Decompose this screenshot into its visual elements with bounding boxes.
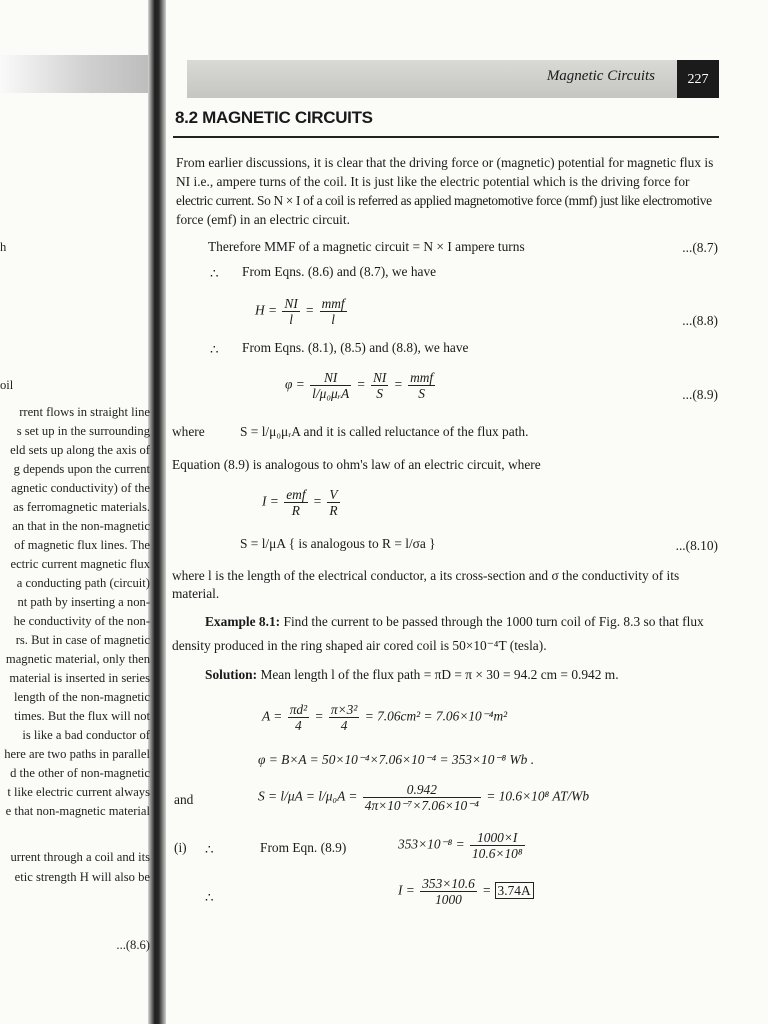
- left-fragment: a conducting path (circuit): [16, 576, 150, 590]
- page-number: 227: [677, 60, 719, 98]
- denominator: l: [289, 312, 293, 327]
- left-fragment: urrent through a coil and its: [10, 850, 150, 864]
- equation-number: ...(8.10): [675, 538, 718, 553]
- left-fragment: of magnetic flux lines. The: [14, 538, 150, 552]
- fraction: [470, 830, 525, 861]
- eq-lhs: 353×10⁻⁸ =: [398, 836, 465, 852]
- left-fragment: is like a bad conductor of: [22, 728, 150, 742]
- therefore-symbol: ∴: [205, 842, 214, 857]
- fraction: [282, 296, 299, 327]
- denominator: l: [331, 312, 335, 327]
- section-title: 8.2 MAGNETIC CIRCUITS: [175, 108, 373, 127]
- reluctance-equation: [258, 782, 589, 813]
- denominator: 10.6×10⁸: [471, 846, 523, 861]
- fraction: [408, 370, 435, 401]
- equation-number: ...(8.7): [682, 240, 718, 255]
- paragraph-line: electric current. So N × I of a coil is referred as applied magnetomotive force (mmf) just like electromotive: [176, 193, 712, 208]
- final-answer: 3.74A: [495, 882, 534, 899]
- paragraph-line: From earlier discussions, it is clear that the driving force or (magnetic) potential for magnetic flux is: [176, 155, 714, 170]
- numerator: mmf: [321, 296, 345, 311]
- mmf-definition: Therefore MMF of a magnetic circuit = N × I ampere turns: [208, 239, 525, 254]
- derivation-text: From Eqns. (8.6) and (8.7), we have: [242, 264, 437, 279]
- numerator: NI: [310, 370, 351, 386]
- solution-line: Mean length l of the flux path = πD = π × 30 = 94.2 cm = 0.942 m.: [260, 667, 619, 682]
- numerator: mmf: [410, 370, 434, 385]
- fraction: [371, 370, 388, 401]
- solution-text: [205, 667, 619, 683]
- paragraph-line: where l is the length of the electrical conductor, a its cross-section and σ the conductivity of its: [172, 568, 680, 583]
- equals: =: [482, 882, 492, 898]
- left-fragment: here are two paths in parallel: [4, 747, 150, 761]
- equation-number: ...(8.9): [682, 387, 718, 402]
- left-fragment: etic strength H will also be: [14, 870, 150, 884]
- left-fragment: rs. But in case of magnetic: [15, 633, 150, 647]
- left-fragment: magnetic material, only then: [5, 652, 150, 666]
- example-label: Example 8.1:: [205, 614, 281, 629]
- denominator: S: [376, 386, 383, 401]
- left-fragment: oil: [0, 378, 14, 392]
- from-eqn-text: From Eqn. (8.9): [260, 840, 347, 855]
- therefore-symbol: ∴: [210, 342, 219, 357]
- left-fragment: h: [0, 240, 7, 254]
- left-fragment: e that non-magnetic material: [5, 804, 150, 818]
- denominator: l/μ₀μᵣA: [312, 386, 350, 401]
- solution-label: Solution:: [205, 667, 258, 682]
- flux-equation: φ = B×A = 50×10⁻⁴×7.06×10⁻⁴ = 353×10⁻⁸ Wb .: [258, 752, 535, 767]
- left-fragment: he conductivity of the non-: [13, 614, 150, 628]
- denominator: 4: [340, 718, 348, 733]
- analogy-text: Equation (8.9) is analogous to ohm's law of an electric circuit, where: [172, 457, 541, 472]
- left-fragment: material is inserted in series: [9, 671, 150, 685]
- running-head: Magnetic Circuits: [546, 68, 655, 84]
- fraction: [327, 487, 339, 518]
- eq-lhs: H =: [255, 302, 278, 318]
- eq-lhs: S = l/μA = l/μ₀A =: [258, 788, 358, 804]
- left-fragment: length of the non-magnetic: [13, 690, 150, 704]
- numerator: V: [329, 487, 338, 502]
- equals: =: [356, 376, 366, 392]
- denominator: S: [418, 386, 425, 401]
- fraction: [284, 487, 307, 518]
- left-fragment: eld sets up along the axis of: [10, 443, 150, 457]
- left-fragment: times. But the flux will not: [14, 709, 150, 723]
- equals: =: [314, 708, 324, 724]
- example-line-1: Find the current to be passed through the 1000 turn coil of Fig. 8.3 so that flux: [283, 614, 704, 629]
- fraction: [288, 702, 309, 733]
- left-fragment: rrent flows in straight line: [19, 405, 150, 419]
- left-fragment: ...(8.6): [116, 938, 150, 952]
- fraction: [363, 782, 481, 813]
- left-fragment: ectric current magnetic flux: [10, 557, 150, 571]
- eq-lhs: A =: [262, 708, 283, 724]
- fraction: [320, 296, 347, 327]
- denominator: R: [329, 503, 338, 518]
- paragraph-line: material.: [172, 586, 220, 601]
- equation-8-10: S = l/μA { is analogous to R = l/σa }: [240, 536, 436, 551]
- denominator: 1000: [435, 892, 462, 907]
- paragraph-line: NI i.e., ampere turns of the coil. It is just like the electric potential which is the driving force for: [176, 174, 690, 189]
- equals: =: [393, 376, 403, 392]
- equals: =: [312, 493, 322, 509]
- area-result: = 7.06cm² = 7.06×10⁻⁴m²: [364, 708, 508, 724]
- denominator: 4: [295, 718, 302, 733]
- left-fragment: nt path by inserting a non-: [17, 595, 150, 609]
- left-page-header-shade: [0, 55, 150, 93]
- answer-equation: [398, 876, 534, 907]
- section-rule: [173, 136, 719, 138]
- margin-stub: (i): [174, 840, 187, 855]
- numerator: π×3²: [330, 702, 358, 717]
- numerator: NI: [372, 370, 387, 385]
- derivation-text: From Eqns. (8.1), (8.5) and (8.8), we have: [242, 340, 469, 355]
- left-fragment: s set up in the surrounding: [16, 424, 150, 438]
- where-word: where: [172, 424, 205, 439]
- therefore-symbol: ∴: [210, 266, 219, 281]
- book-spine: [148, 0, 166, 1024]
- paragraph-line: force (emf) in an electric circuit.: [176, 212, 350, 227]
- fraction: [420, 876, 477, 907]
- margin-stub: and: [174, 792, 194, 807]
- reluctance-definition: S = l/μ₀μᵣA and it is called reluctance of the flux path.: [240, 424, 529, 439]
- area-equation: [262, 702, 507, 733]
- example-text: [205, 614, 704, 630]
- left-fragment: g depends upon the current: [13, 462, 150, 476]
- equation-8-8: [255, 296, 349, 327]
- denominator: R: [291, 503, 300, 518]
- equals: =: [305, 302, 315, 318]
- left-fragment: an that in the non-magnetic: [12, 519, 150, 533]
- eq-lhs: I =: [398, 882, 415, 898]
- eq-lhs: I =: [262, 493, 279, 509]
- ohms-law-equation: [262, 487, 342, 518]
- current-equation: [398, 830, 527, 861]
- example-line-2: density produced in the ring shaped air cored coil is 50×10⁻⁴T (tesla).: [172, 638, 547, 653]
- denominator: 4π×10⁻⁷×7.06×10⁻⁴: [364, 798, 479, 813]
- eq-lhs: φ =: [285, 376, 305, 392]
- numerator: emf: [286, 487, 306, 502]
- equation-8-9: [285, 370, 437, 401]
- left-fragment: t like electric current always: [7, 785, 150, 799]
- numerator: 1000×I: [470, 830, 525, 846]
- left-fragment: as ferromagnetic materials.: [13, 500, 150, 514]
- fraction: [329, 702, 359, 733]
- numerator: 0.942: [363, 782, 481, 798]
- reluctance-result: = 10.6×10⁸ AT/Wb: [486, 788, 590, 804]
- left-fragment: d the other of non-magnetic: [10, 766, 150, 780]
- numerator: NI: [284, 296, 298, 311]
- numerator: πd²: [289, 702, 308, 717]
- equation-number: ...(8.8): [682, 313, 718, 328]
- fraction: [310, 370, 351, 401]
- therefore-symbol: ∴: [205, 890, 214, 905]
- left-fragment: agnetic conductivity) of the: [11, 481, 150, 495]
- numerator: 353×10.6: [422, 876, 475, 891]
